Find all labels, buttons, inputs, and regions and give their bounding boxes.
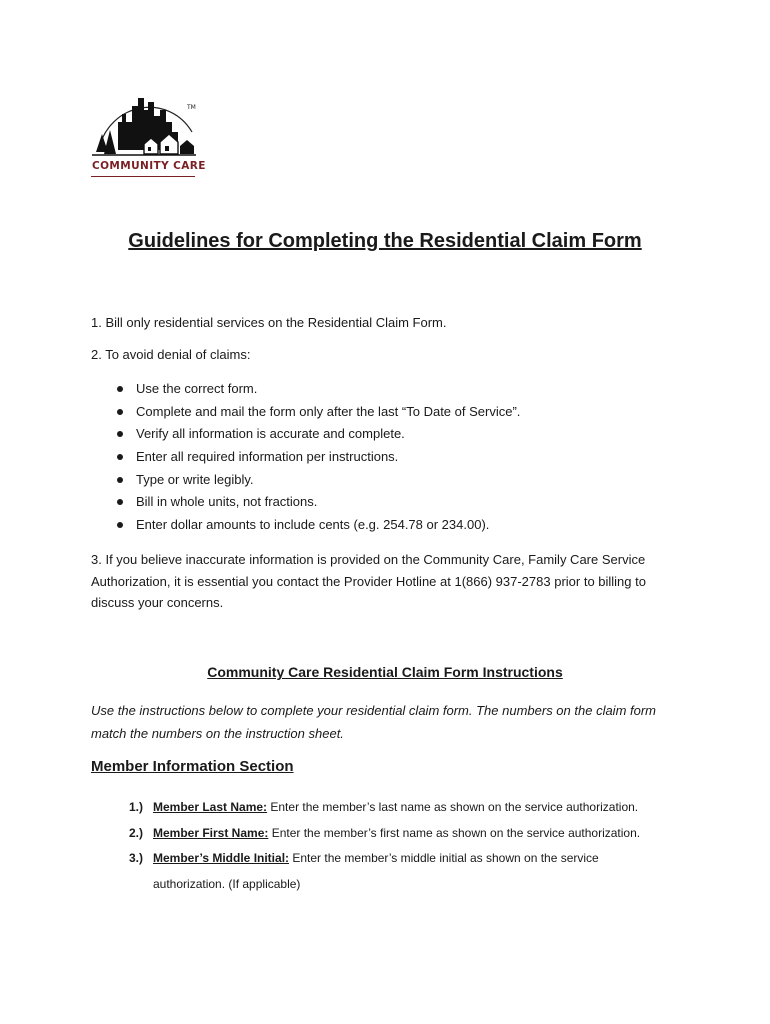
paragraph-1: 1. Bill only residential services on the Residential Claim Form. — [91, 315, 447, 330]
step-number: 1.) — [129, 800, 144, 814]
list-item: Enter dollar amounts to include cents (e.g. 254.78 or 234.00). — [114, 514, 520, 537]
instructions-intro: Use the instructions below to complete your residential claim form. The numbers on the claim form match the numbers on the instruction sheet. — [91, 703, 657, 741]
step-text: Enter the member’s middle initial as shown on the service — [289, 851, 599, 865]
step-number: 2.) — [129, 825, 144, 840]
member-info-steps — [129, 795, 640, 897]
list-item: Type or write legibly. — [114, 469, 520, 492]
step-text: Enter the member’s last name as shown on the service authorization. — [267, 800, 639, 814]
list-item: Bill in whole units, not fractions. — [114, 491, 520, 514]
step-item — [129, 795, 640, 821]
logo-underline — [91, 176, 195, 177]
list-item: Use the correct form. — [114, 378, 520, 401]
list-item: Verify all information is accurate and complete. — [114, 423, 520, 446]
community-care-logo — [88, 92, 206, 182]
step-label: Member Last Name: — [153, 800, 268, 814]
step-text-continued: authorization. (If applicable) — [153, 876, 301, 891]
paragraph-2: 2. To avoid denial of claims: — [91, 347, 251, 362]
step-text: Enter the member’s first name as shown on the service authorization. — [268, 825, 641, 840]
step-label: Member First Name: — [153, 825, 269, 840]
logo-text: COMMUNITY CARE — [92, 160, 206, 172]
denial-avoidance-list — [114, 378, 520, 537]
page-title: Guidelines for Completing the Residential Claim Form — [128, 230, 642, 252]
list-item: Complete and mail the form only after the last “To Date of Service”. — [114, 401, 520, 424]
step-item — [129, 821, 640, 847]
instructions-heading: Community Care Residential Claim Form Instructions — [207, 664, 563, 680]
paragraph-3: 3. If you believe inaccurate information is provided on the Community Care, Family Care Service Authorization, it is essential you contact the Provider Hotline at 1(866) 937-2783 prior to billing to discuss your concerns. — [91, 552, 646, 610]
list-item: Enter all required information per instructions. — [114, 446, 520, 469]
city-skyline-logo-icon — [88, 92, 200, 162]
member-information-heading: Member Information Section — [91, 758, 294, 775]
step-item — [129, 846, 640, 897]
step-label: Member’s Middle Initial: — [153, 851, 290, 865]
trademark-label: TM — [187, 104, 196, 111]
step-number: 3.) — [129, 851, 144, 865]
